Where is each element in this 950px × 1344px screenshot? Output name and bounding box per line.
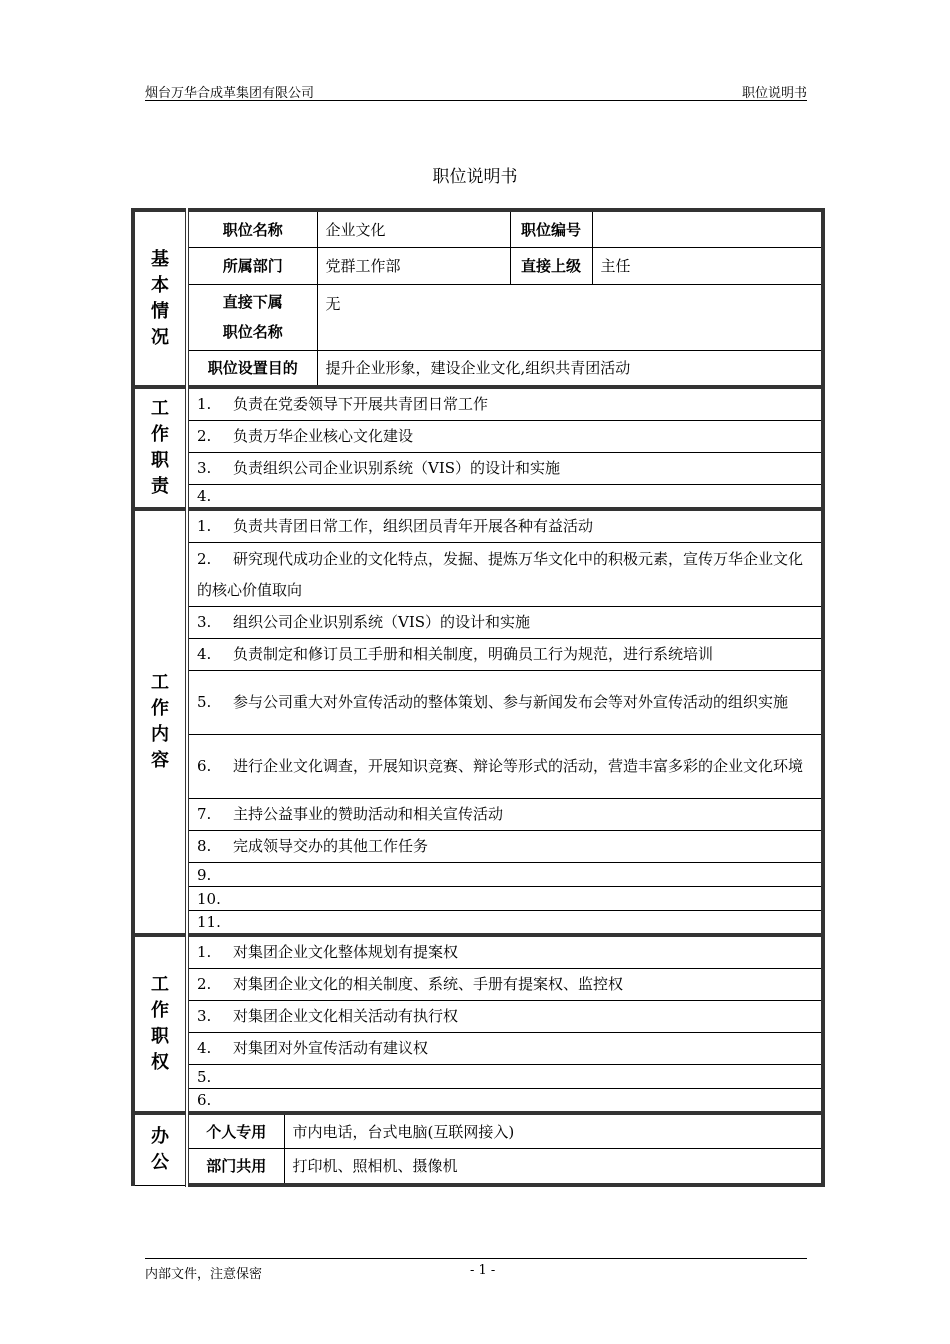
- duty-item: 4.: [187, 485, 823, 510]
- content-row: [133, 671, 823, 735]
- label-position-no: 职位编号: [510, 210, 592, 247]
- job-description-table: [131, 208, 825, 1187]
- value-personal-use: 市内电话，台式电脑(互联网接入): [284, 1113, 823, 1148]
- authority-row: [133, 935, 823, 969]
- content-row: [133, 863, 823, 887]
- duty-row: [133, 387, 823, 421]
- row-position-name: [133, 210, 823, 247]
- authority-row: [133, 1089, 823, 1114]
- content-row: [133, 543, 823, 607]
- content-row: [133, 607, 823, 639]
- row-purpose: [133, 350, 823, 387]
- label-department: 所属部门: [187, 247, 317, 284]
- section-authority: 工 作 职 权: [133, 935, 187, 1113]
- content-row: [133, 831, 823, 863]
- content-item: 10.: [187, 887, 823, 911]
- authority-item: 6.: [187, 1089, 823, 1114]
- header-doc-type: 职位说明书: [741, 86, 807, 101]
- duty-row: [133, 453, 823, 485]
- row-subordinate: [133, 284, 823, 350]
- authority-item: 1. 对集团企业文化整体规划有提案权: [187, 935, 823, 969]
- section-basic-info: 基 本 情 况: [133, 210, 187, 387]
- content-row: [133, 639, 823, 671]
- office-row-personal: [133, 1113, 823, 1148]
- label-dept-shared: 部门共用: [187, 1148, 284, 1185]
- value-superior: 主任: [592, 247, 823, 284]
- authority-row: [133, 1065, 823, 1089]
- content-item: 11.: [187, 911, 823, 936]
- content-row: [133, 911, 823, 936]
- value-department: 党群工作部: [317, 247, 510, 284]
- duty-row: [133, 421, 823, 453]
- authority-row: [133, 1033, 823, 1065]
- content-row: [133, 887, 823, 911]
- content-row: [133, 735, 823, 799]
- value-position-no: [592, 210, 823, 247]
- authority-row: [133, 969, 823, 1001]
- content-row: [133, 799, 823, 831]
- row-department: [133, 247, 823, 284]
- office-row-shared: [133, 1148, 823, 1185]
- content-item: 1. 负责共青团日常工作，组织团员青年开展各种有益活动: [187, 509, 823, 543]
- footer-page-number: - 1 -: [470, 1263, 496, 1278]
- label-superior: 直接上级: [510, 247, 592, 284]
- label-personal-use: 个人专用: [187, 1113, 284, 1148]
- content-item: 2. 研究现代成功企业的文化特点，发掘、提炼万华文化中的积极元素，宣传万华企业文化的核心价值取向: [187, 543, 823, 607]
- page-footer: [145, 1258, 807, 1285]
- content-row: [133, 509, 823, 543]
- content-item: 4. 负责制定和修订员工手册和相关制度，明确员工行为规范，进行系统培训: [187, 639, 823, 671]
- label-position-name: 职位名称: [187, 210, 317, 247]
- content-item: 5. 参与公司重大对外宣传活动的整体策划、参与新闻发布会等对外宣传活动的组织实施: [187, 671, 823, 735]
- value-dept-shared: 打印机、照相机、摄像机: [284, 1148, 823, 1185]
- content-item: 3. 组织公司企业识别系统（VIS）的设计和实施: [187, 607, 823, 639]
- authority-item: 4. 对集团对外宣传活动有建议权: [187, 1033, 823, 1065]
- footer-confidential-note: 内部文件，注意保密: [145, 1267, 263, 1282]
- content-item: 7. 主持公益事业的赞助活动和相关宣传活动: [187, 799, 823, 831]
- duty-item: 3. 负责组织公司企业识别系统（VIS）的设计和实施: [187, 453, 823, 485]
- value-subordinate: 无: [317, 284, 823, 350]
- authority-item: 2. 对集团企业文化的相关制度、系统、手册有提案权、监控权: [187, 969, 823, 1001]
- content-item: 9.: [187, 863, 823, 887]
- content-item: 6. 进行企业文化调查，开展知识竞赛、辩论等形式的活动，营造丰富多彩的企业文化环境: [187, 735, 823, 799]
- duty-item: 1. 负责在党委领导下开展共青团日常工作: [187, 387, 823, 421]
- page-header: [145, 81, 807, 101]
- value-position-name: 企业文化: [317, 210, 510, 247]
- authority-item: 3. 对集团企业文化相关活动有执行权: [187, 1001, 823, 1033]
- section-duties: 工 作 职 责: [133, 387, 187, 509]
- header-company: 烟台万华合成革集团有限公司: [145, 86, 315, 101]
- authority-row: [133, 1001, 823, 1033]
- label-purpose: 职位设置目的: [187, 350, 317, 387]
- document-title: 职位说明书: [432, 167, 518, 187]
- authority-item: 5.: [187, 1065, 823, 1089]
- duty-row: [133, 485, 823, 510]
- label-subordinate: 直接下属 职位名称: [187, 284, 317, 350]
- content-item: 8. 完成领导交办的其他工作任务: [187, 831, 823, 863]
- value-purpose: 提升企业形象，建设企业文化,组织共青团活动: [317, 350, 823, 387]
- section-work-content: 工 作 内 容: [133, 509, 187, 935]
- section-office: 办 公: [133, 1113, 187, 1185]
- duty-item: 2. 负责万华企业核心文化建设: [187, 421, 823, 453]
